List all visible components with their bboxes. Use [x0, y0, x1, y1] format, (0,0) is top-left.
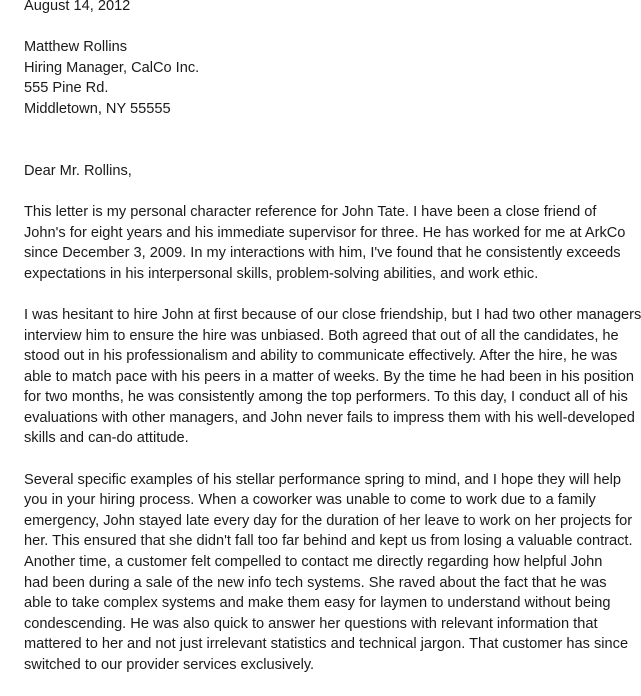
paragraph-line: Another time, a customer felt compelled to contact me directly regarding how helpful John: [24, 554, 603, 571]
paragraph-line: Several specific examples of his stellar performance spring to mind, and I hope they will help: [24, 471, 622, 488]
paragraph-line: able to match pace with his peers in a matter of weeks. By the time he had been in his position: [24, 368, 635, 385]
recipient-name: Matthew Rollins: [24, 39, 128, 56]
paragraph-line: had been during a sale of the new info tech systems. She raved about the fact that he was: [24, 574, 607, 591]
recipient-address: [24, 37, 596, 119]
reference-letter: [24, 0, 641, 696]
paragraph-line: expectations in his interpersonal skills, problem-solving abilities, and work ethic.: [24, 265, 539, 282]
paragraph-line: skills and can-do attitude.: [24, 430, 189, 447]
paragraph-line: since December 3, 2009. In my interactions with him, I've found that he consistently exceeds: [24, 245, 621, 262]
salutation-line: Dear Mr. Rollins,: [24, 162, 132, 179]
paragraph-line: for two months, he was consistently among the top performers. To this day, I conduct all of his: [24, 389, 628, 406]
recipient-title: Hiring Manager, CalCo Inc.: [24, 59, 200, 76]
paragraph-line: switched to our provider services exclusively.: [24, 657, 315, 673]
paragraph-intro: [24, 202, 626, 284]
paragraph-line: able to take complex systems and make them easy for laymen to understand without being: [24, 595, 611, 612]
paragraph-line: I was hesitant to hire John at first because of our close friendship, but I had two other managers: [24, 306, 641, 323]
paragraph-hiring: [24, 305, 641, 449]
paragraph-line: evaluations with other managers, and John never fails to impress them with his well-developed: [24, 409, 635, 426]
paragraph-line: mattered to her and not just irrelevant statistics and technical jargon. That customer has since: [24, 636, 629, 653]
recipient-city: Middletown, NY 55555: [24, 100, 171, 117]
paragraph-line: interview him to ensure the hire was unbiased. Both agreed that out of all the candidates, he: [24, 327, 619, 344]
paragraph-line: This letter is my personal character reference for John Tate. I have been a close friend of: [24, 203, 597, 220]
paragraph-line: condescending. He was also quick to answer her questions with relevant information that: [24, 615, 598, 632]
paragraph-line: stood out in his professionalism and ability to communicate effectively. After the hire, he was: [24, 348, 618, 365]
letter-date: [24, 0, 596, 17]
salutation: [24, 161, 596, 182]
recipient-street: 555 Pine Rd.: [24, 80, 109, 97]
paragraph-line: emergency, John stayed late every day for the duration of her leave to work on her projects for: [24, 512, 633, 529]
paragraph-line: you in your hiring process. When a coworker was unable to come to work due to a family: [24, 492, 596, 509]
paragraph-line: John's for eight years and his immediate supervisor for three. He has worked for me at ArkCo: [24, 224, 626, 241]
paragraph-examples: [24, 470, 633, 676]
paragraph-line: her. This ensured that she didn't fall too far behind and kept us from losing a valuable contract.: [24, 533, 633, 550]
date-line: August 14, 2012: [24, 0, 131, 14]
